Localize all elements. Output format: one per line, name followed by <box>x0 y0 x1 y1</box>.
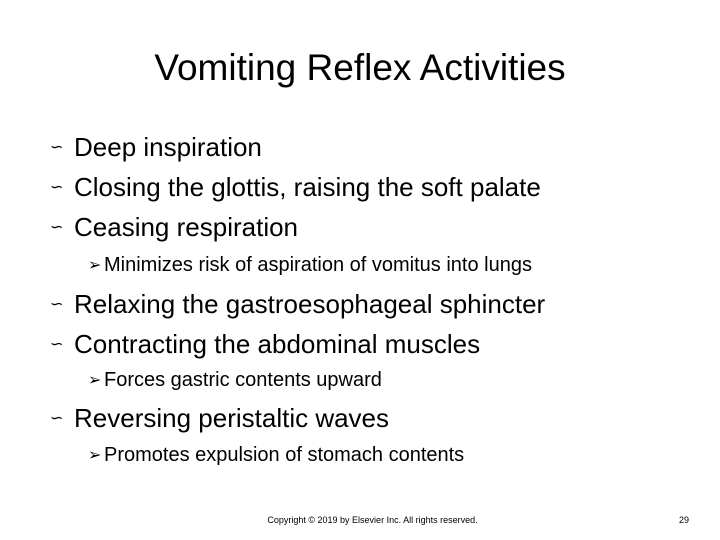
bullet-item <box>50 287 545 323</box>
bullet-item <box>50 210 298 246</box>
swirl-bullet-icon: ∽ <box>50 177 64 197</box>
slide-title: Vomiting Reflex Activities <box>154 47 566 88</box>
arrowhead-bullet-icon: ➢ <box>88 370 102 389</box>
bullet-text: Reversing peristaltic waves <box>74 403 390 433</box>
sub-bullet-text: Minimizes risk of aspiration of vomitus into lungs <box>104 254 532 276</box>
bullet-text: Closing the glottis, raising the soft palate <box>74 172 541 202</box>
arrowhead-bullet-icon: ➢ <box>88 445 102 464</box>
arrowhead-bullet-icon: ➢ <box>88 255 102 274</box>
bullet-item <box>50 327 480 363</box>
sub-bullet-item <box>88 252 532 279</box>
sub-bullet-text: Promotes expulsion of stomach contents <box>104 444 465 466</box>
sub-bullet-item <box>88 367 382 394</box>
sub-bullet-text: Forces gastric contents upward <box>104 369 382 391</box>
bullet-item <box>50 130 262 166</box>
swirl-bullet-icon: ∽ <box>50 137 64 157</box>
bullet-text: Ceasing respiration <box>74 212 299 242</box>
bullet-item <box>50 401 389 437</box>
swirl-bullet-icon: ∽ <box>50 408 64 428</box>
bullet-text: Relaxing the gastroesophageal sphincter <box>74 289 546 319</box>
bullet-text: Deep inspiration <box>74 132 262 162</box>
sub-bullet-item <box>88 442 464 469</box>
swirl-bullet-icon: ∽ <box>50 334 64 354</box>
copyright-footer: Copyright © 2019 by Elsevier Inc. All rights reserved. <box>267 515 478 525</box>
bullet-text: Contracting the abdominal muscles <box>74 329 481 359</box>
swirl-bullet-icon: ∽ <box>50 294 64 314</box>
swirl-bullet-icon: ∽ <box>50 217 64 237</box>
page-number: 29 <box>678 515 689 525</box>
bullet-item <box>50 170 541 206</box>
